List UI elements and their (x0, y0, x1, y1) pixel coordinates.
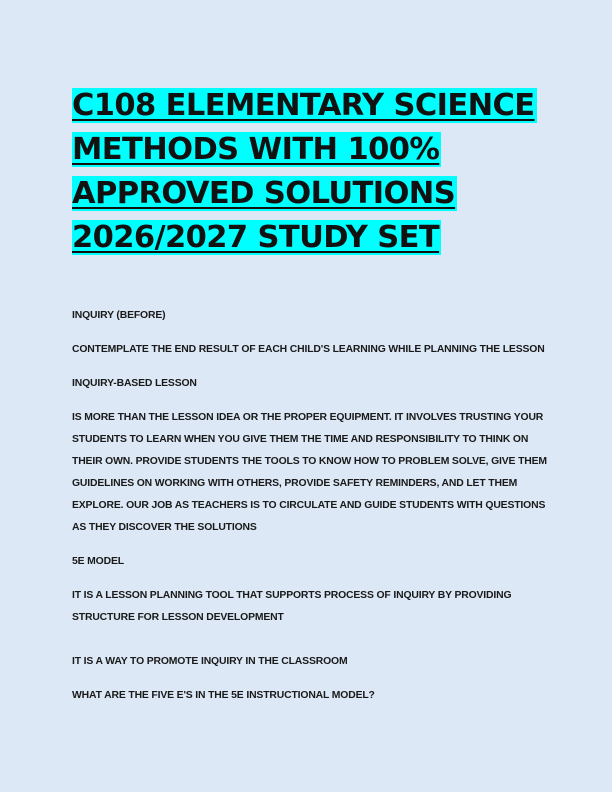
title-line: METHODS WITH 100% (72, 132, 440, 167)
definition-5e-model-purpose: IT IS A WAY TO PROMOTE INQUIRY IN THE CLASSROOM (72, 656, 348, 667)
term-inquiry-before: INQUIRY (BEFORE) (72, 310, 166, 321)
document-title (72, 84, 542, 260)
definition-inquiry-before: CONTEMPLATE THE END RESULT OF EACH CHILD'S LEARNING WHILE PLANNING THE LESSON (72, 344, 545, 355)
title-line: APPROVED SOLUTIONS (72, 176, 456, 211)
question-five-es: WHAT ARE THE FIVE E'S IN THE 5E INSTRUCTIONAL MODEL? (72, 690, 375, 701)
title-line: C108 ELEMENTARY SCIENCE (72, 88, 535, 123)
document-body (72, 305, 547, 707)
term-inquiry-based-lesson: INQUIRY-BASED LESSON (72, 378, 197, 389)
definition-5e-model: IT IS A LESSON PLANNING TOOL THAT SUPPORTS PROCESS OF INQUIRY BY PROVIDING STRUCTURE FOR LESSON DEVELOPMENT (72, 590, 512, 623)
definition-inquiry-based-lesson: IS MORE THAN THE LESSON IDEA OR THE PROPER EQUIPMENT. IT INVOLVES TRUSTING YOUR STUDENTS TO LEARN WHEN YOU GIVE THEM THE TIME AND RESPONSIBILITY TO THINK ON THEIR OWN. PROVIDE STUDENTS THE TOOLS TO KNOW HOW TO PROBLEM SOLVE, GIVE THEM GUIDELINES ON WORKING WITH OTHERS, PROVIDE SAFETY REMINDERS, AND LET THEM EXPLORE. OUR JOB AS TEACHERS IS TO CIRCULATE AND GUIDE STUDENTS WITH QUESTIONS AS THEY DISCOVER THE SOLUTIONS (72, 412, 547, 533)
title-line: 2026/2027 STUDY SET (72, 220, 440, 255)
term-5e-model: 5E MODEL (72, 556, 124, 567)
